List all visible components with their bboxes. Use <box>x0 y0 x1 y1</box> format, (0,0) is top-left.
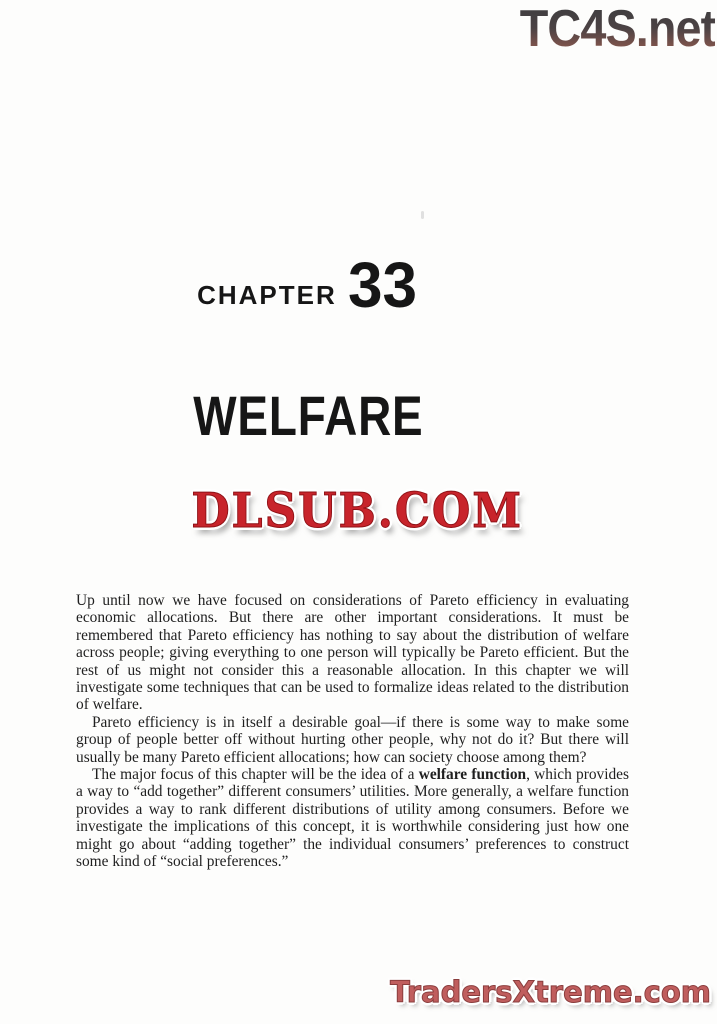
chapter-number: 33 <box>347 249 417 321</box>
paragraph <box>76 766 629 870</box>
text-run: Pareto efficiency is in itself a desirable goal—if there is some way to make some group of people better off without hurting other people, why not do it? But there will usually be many Pareto efficient allocations; how can society choose among them? <box>76 713 629 766</box>
paragraph <box>76 592 629 714</box>
chapter-title-text: WELFARE <box>192 384 424 447</box>
watermark-dlsub-text: DLSUB.COM <box>191 483 523 539</box>
watermark-tc4s-text: TC4S.net <box>519 0 715 58</box>
text-run: , which provides a way to “add together” different consumers’ utilities. More generally, a welfare function provides a way to rank different distributions of utility among consumers. Before we investigate the implications of this concept, it is worthwhile considering just how one might go about “adding together” the individual consumers’ preferences to construct some kind of “social preferences.” <box>76 766 629 871</box>
text-run: Up until now we have focused on considerations of Pareto efficiency in evaluating economic allocations. But there are other important considerations. It must be remembered that Pareto efficiency has nothing to say about the distribution of welfare across people; giving everything to one person will typically be Pareto efficient. But the rest of us might not consider this a reasonable allocation. In this chapter we will investigate some techniques that can be used to formalize ideas related to the distribution of welfare. <box>76 592 629 714</box>
body-text <box>76 592 629 871</box>
text-run: welfare function <box>418 766 527 784</box>
chapter-label: CHAPTER <box>197 280 337 310</box>
watermark-traders <box>390 975 711 1009</box>
text-run: The major focus of this chapter will be the idea of a <box>92 766 419 784</box>
watermark-tc4s <box>498 0 715 58</box>
watermark-traders-text: TradersXtreme.com <box>390 975 711 1009</box>
paragraph <box>76 714 629 766</box>
watermark-dlsub <box>0 483 714 539</box>
scan-speck <box>421 211 424 219</box>
chapter-heading <box>0 249 616 321</box>
chapter-title <box>0 384 616 447</box>
